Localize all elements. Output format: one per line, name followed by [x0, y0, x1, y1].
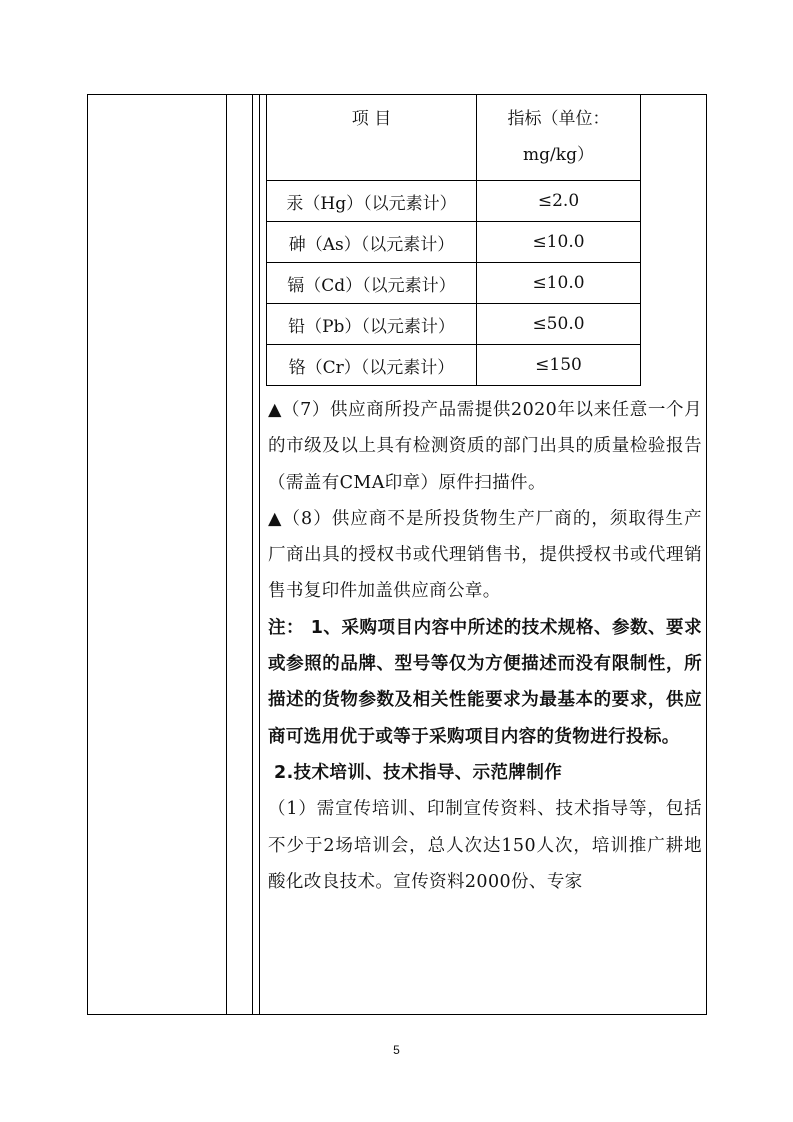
table-row	[267, 263, 641, 304]
row-value: ≤150	[477, 345, 641, 386]
row-value: ≤2.0	[477, 181, 641, 222]
row-item: 铅（Pb）（以元素计）	[267, 304, 477, 345]
section-2-paragraph-1: （1）需宣传培训、印制宣传资料、技术指导等，包括不少于2场培训会，总人次达150人次，培训推广耕地酸化改良技术。宣传资料2000份、专家	[268, 799, 702, 892]
row-item: 铬（Cr）（以元素计）	[267, 345, 477, 386]
column-divider-1	[226, 95, 227, 1014]
table-row	[267, 345, 641, 386]
row-item: 砷（As）（以元素计）	[267, 222, 477, 263]
note-paragraph: 注： 1、采购项目内容中所述的技术规格、参数、要求或参照的品牌、型号等仅为方便描述而没有限制性，所描述的货物参数及相关性能要求为最基本的要求，供应商可选用优于或等于采购项目内容的货物进行投标。	[268, 617, 702, 747]
column-divider-3	[259, 95, 260, 1014]
page-number: 5	[393, 1043, 400, 1057]
row-value: ≤10.0	[477, 263, 641, 304]
header-index-line2: mg/kg）	[523, 145, 594, 165]
table-header-row	[267, 95, 641, 181]
row-item: 汞（Hg）（以元素计）	[267, 181, 477, 222]
header-index-line1: 指标（单位：	[507, 109, 610, 129]
row-value: ≤50.0	[477, 304, 641, 345]
section-2-title: 2.技术培训、技术指导、示范牌制作	[274, 762, 563, 783]
header-item: 项 目	[267, 95, 477, 181]
header-index	[477, 95, 641, 181]
paragraph-8: ▲（8）供应商不是所投货物生产厂商的，须取得生产厂商出具的授权书或代理销售书，提供授权书或代理销售书复印件加盖供应商公章。	[268, 508, 702, 602]
table-row	[267, 304, 641, 345]
paragraph-7: ▲（7）供应商所投产品需提供2020年以来任意一个月的市级及以上具有检测资质的部门出具的质量检验报告（需盖有CMA印章）原件扫描件。	[268, 400, 702, 493]
row-value: ≤10.0	[477, 222, 641, 263]
heavy-metal-limit-table	[266, 94, 641, 386]
table-row	[267, 222, 641, 263]
table-row	[267, 181, 641, 222]
column-divider-2	[252, 95, 253, 1014]
row-item: 镉（Cd）（以元素计）	[267, 263, 477, 304]
requirements-text	[268, 392, 702, 900]
